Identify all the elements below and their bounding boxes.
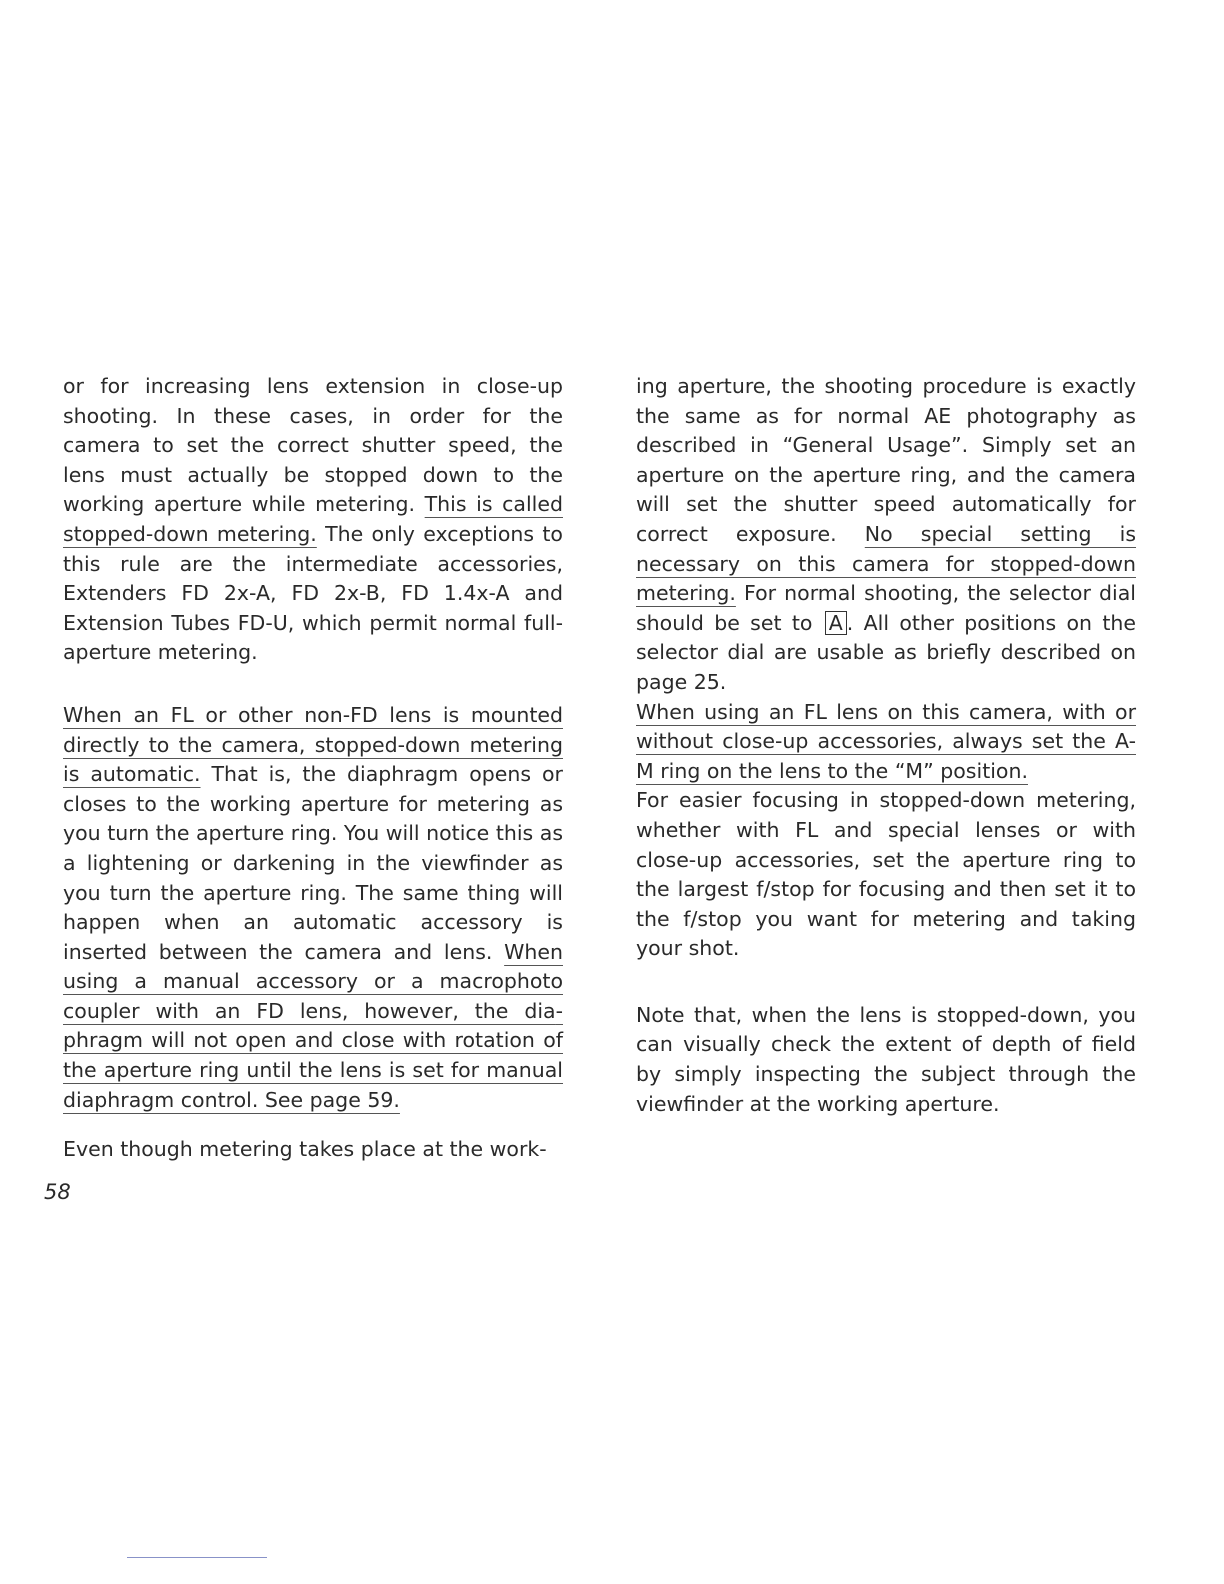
underlined-text: This is called stopped-down metering. <box>63 492 563 546</box>
text-run: ing aperture, the shooting procedure is exactly the same as for normal AE photography as described in “General Usage”. Simply set an aperture on the aperture ring, and the camera will set the shutter speed automatically for correct exposure. <box>636 374 1136 546</box>
paragraph-depth-of-field: Note that, when the lens is stopped-down, you can visually check the extent of depth of field by simply inspecting the subject through the viewfinder at the working aperture. <box>636 1002 1136 1116</box>
paragraph-continued: Even though metering takes place at the work- <box>63 1137 547 1162</box>
paragraph-fl-lens-metering <box>63 701 563 1115</box>
page-number: 58 <box>44 1180 71 1204</box>
footer-rule <box>127 1557 267 1558</box>
text-run: For normal shooting, the selector dial should be set to <box>636 581 1136 635</box>
text-run: That is, the diaphragm opens or closes to the working aperture for metering as you turn the aperture ring. You will notice this as a lightening or darkening in the viewfinder as you turn the aperture ring. The same thing will happen when an automatic accessory is inserted between the camera and lens. <box>63 762 563 964</box>
selector-dial-a-symbol: A <box>825 611 847 635</box>
text-run: The only exceptions to this rule are the intermediate accessories, Extenders FD 2x-A, FD 2x-B, FD 1.4x-A and Extension Tubes FD-U, which permit normal full-aperture metering. <box>63 521 563 665</box>
left-column <box>63 372 563 1165</box>
text-run: . All other positions on the selector dial are usable as briefly described on page 25. <box>636 610 1136 694</box>
underlined-text: When using an FL lens on this camera, with or without close-up accessories, always set the A-M ring on the lens to the “M” position. <box>636 699 1136 783</box>
right-column <box>636 372 1136 1119</box>
paragraph-stopped-down-intro <box>63 372 563 668</box>
underlined-text: When an FL or other non-FD lens is mounted directly to the camera, stopped-down metering is automatic. <box>63 702 563 787</box>
paragraph-easier-focusing: For easier focusing in stopped-down metering, whether with FL and special lenses or with close-up accessories, set the aperture ring to the largest f/stop for focusing and then set it to the f/stop you want for metering and taking your shot. <box>636 788 1136 961</box>
paragraph-shooting-procedure <box>636 372 1136 698</box>
text-run: or for increasing lens extension in close-up shooting. In these cases, in order for the camera to set the correct shutter speed, the lens must actually be stopped down to the working aperture while metering. <box>63 374 563 517</box>
underlined-text: No special setting is necessary on this camera for stopped-down metering. <box>636 521 1137 606</box>
underlined-text: When using a manual accessory or a macrophoto coupler with an FD lens, however, the diaphragm will not open and close with rotation of the aperture ring until the lens is set for manual diaphragm control. See page 59. <box>63 939 563 1112</box>
paragraph-am-ring <box>636 698 1136 787</box>
